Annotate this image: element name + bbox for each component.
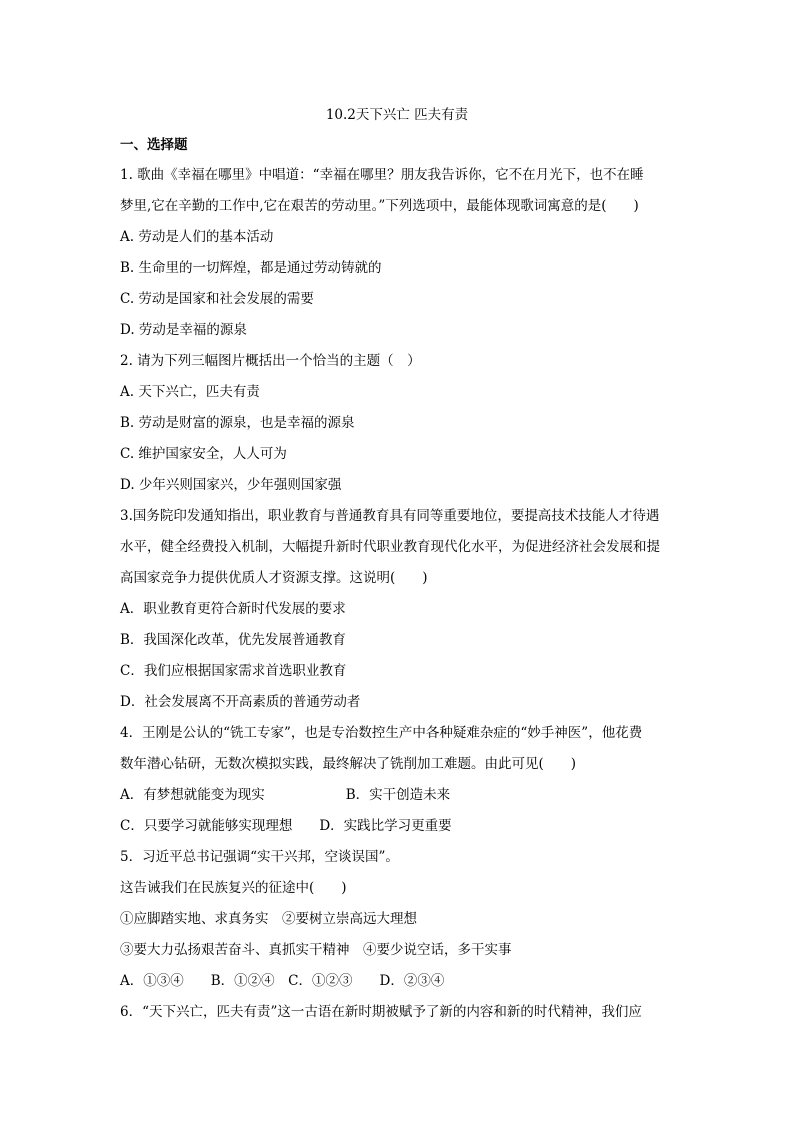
q4-options-ab: A．有梦想就能变为现实 B．实干创造未来	[120, 787, 451, 803]
question-list	[120, 163, 676, 1031]
q5-stem-line-1: 5．习近平总书记强调“实干兴邦，空谈误国”。	[120, 849, 399, 865]
q5-statements-1-2: ①应脚踏实地、求真务实 ②要树立崇高远大理想	[120, 911, 417, 927]
q1-option-d: D. 劳动是幸福的源泉	[120, 322, 247, 338]
q1-option-a: A. 劳动是人们的基本活动	[120, 229, 274, 245]
q5-statements-3-4: ③要大力弘扬艰苦奋斗、真抓实干精神 ④要少说空话，多干实事	[120, 942, 512, 958]
q2-stem: 2. 请为下列三幅图片概括出一个恰当的主题（ ）	[120, 353, 421, 369]
q5-options: A．①③④ B．①②④ C．①②③ D．②③④	[120, 973, 445, 989]
q1-stem-line-2: 梦里,它在辛勤的工作中,它在艰苦的劳动里。”下列选项中，最能体现歌词寓意的是( )	[120, 198, 639, 214]
q3-stem-line-1: 3.国务院印发通知指出，职业教育与普通教育具有同等重要地位，要提高技术技能人才待遇	[120, 508, 660, 524]
q3-option-a: A．职业教育更符合新时代发展的要求	[120, 601, 346, 617]
q3-stem-line-2: 水平，健全经费投入机制，大幅提升新时代职业教育现代化水平，为促进经济社会发展和提	[120, 539, 660, 555]
q2-option-b: B. 劳动是财富的源泉，也是幸福的源泉	[120, 415, 355, 431]
document-title: 10.2天下兴亡 匹夫有责	[325, 107, 469, 123]
q5-stem-line-2: 这告诫我们在民族复兴的征途中( )	[120, 880, 347, 896]
q2-option-d: D. 少年兴则国家兴，少年强则国家强	[120, 477, 342, 493]
q4-options-cd: C．只要学习就能够实现理想 D．实践比学习更重要	[120, 818, 452, 834]
q4-stem-line-2: 数年潜心钻研，无数次模拟实践，最终解决了铣削加工难题。由此可见( )	[120, 756, 577, 772]
q3-stem-line-3: 高国家竞争力提供优质人才资源支撑。这说明( )	[120, 570, 428, 586]
q3-option-b: B．我国深化改革，优先发展普通教育	[120, 632, 346, 648]
q2-option-c: C. 维护国家安全，人人可为	[120, 446, 287, 462]
q1-stem-line-1: 1. 歌曲《幸福在哪里》中唱道：“幸福在哪里？朋友我告诉你，它不在月光下，也不在睡	[120, 167, 644, 183]
q1-option-c: C. 劳动是国家和社会发展的需要	[120, 291, 314, 307]
q6-stem-line-1: 6．“天下兴亡，匹夫有责”这一古语在新时期被赋予了新的内容和新的时代精神，我们应	[120, 1004, 642, 1020]
q3-option-d: D．社会发展离不开高素质的普通劳动者	[120, 694, 361, 710]
q2-option-a: A. 天下兴亡，匹夫有责	[120, 384, 260, 400]
q3-option-c: C．我们应根据国家需求首选职业教育	[120, 663, 347, 679]
section-heading: 一、选择题	[120, 137, 188, 153]
q1-option-b: B. 生命里的一切辉煌，都是通过劳动铸就的	[120, 260, 382, 276]
q4-stem-line-1: 4．王刚是公认的“铣工专家”，也是专治数控生产中各种疑难杂症的“妙手神医”，他花费	[120, 725, 643, 741]
